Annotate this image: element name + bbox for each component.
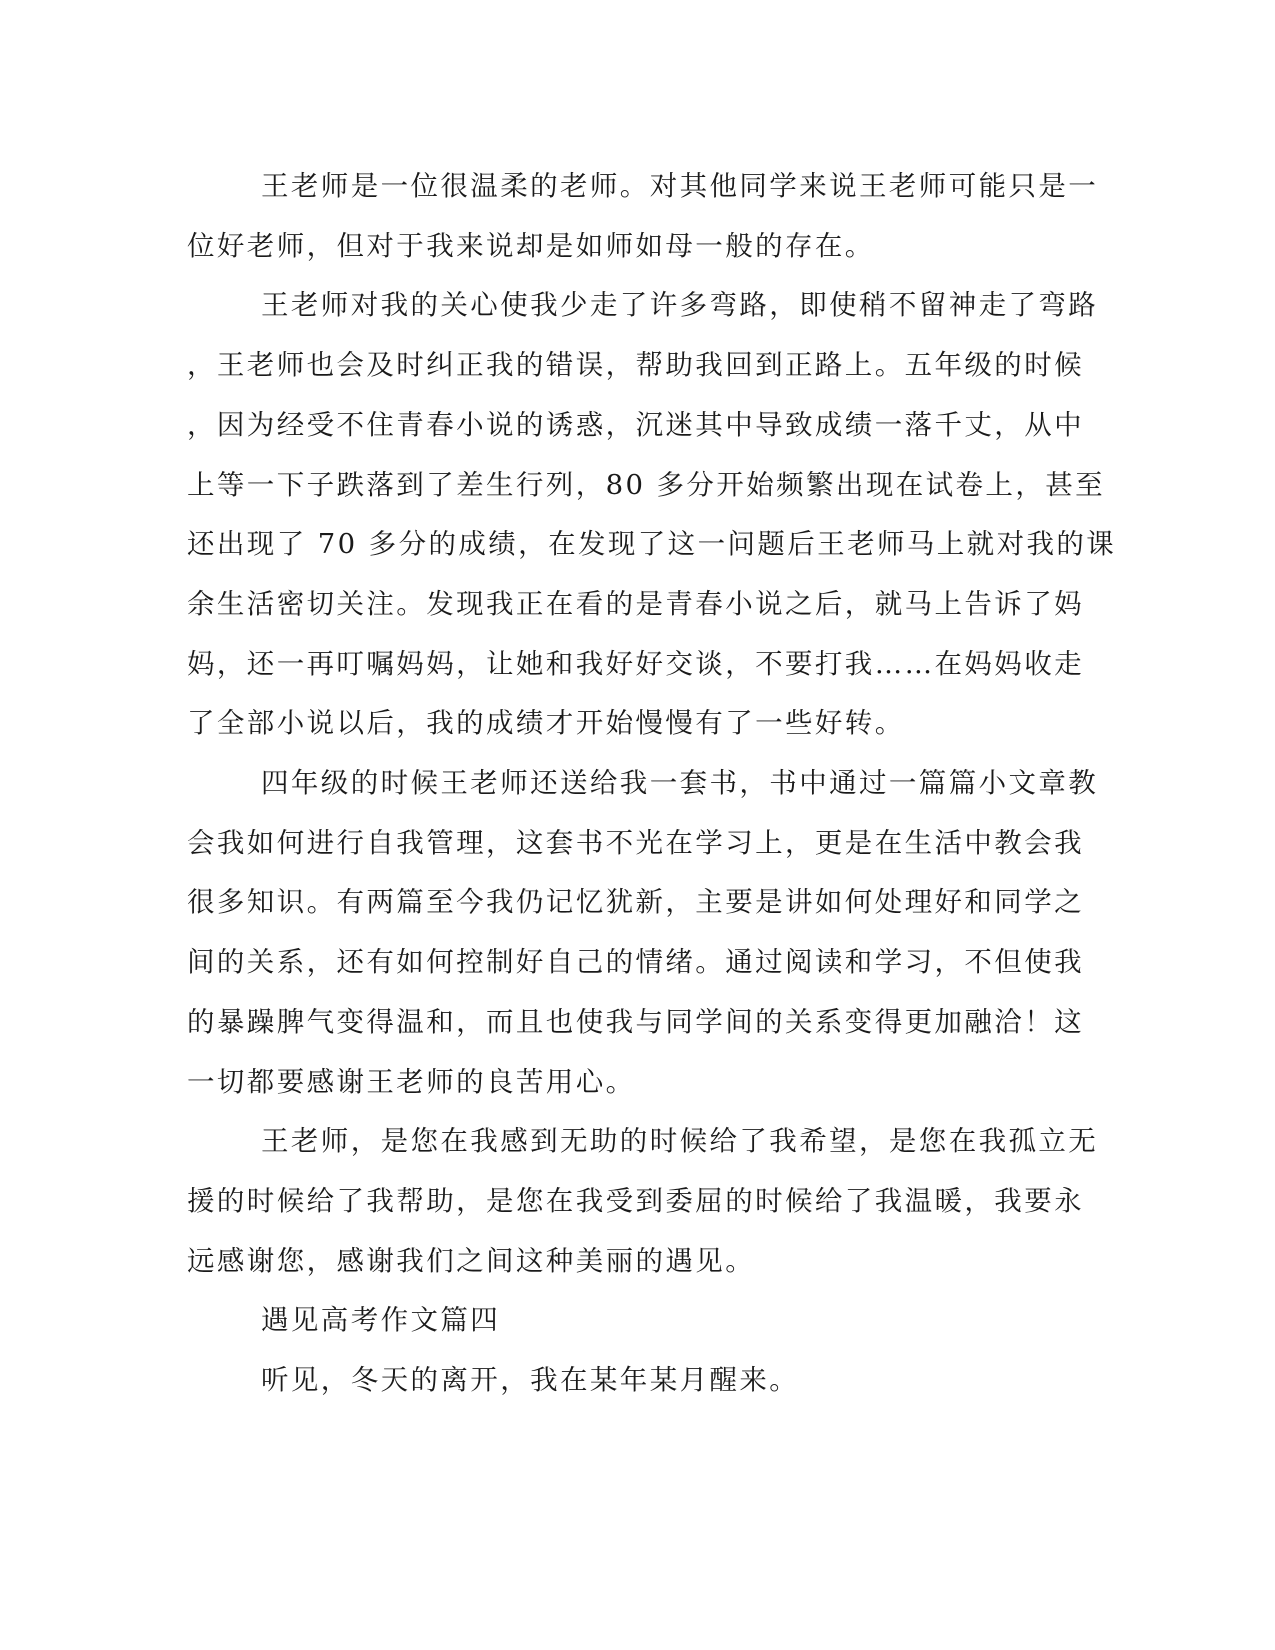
paragraph-line: 一切都要感谢王老师的良苦用心。 xyxy=(187,1065,636,1098)
final-paragraph: 听见，冬天的离开，我在某年某月醒来。 xyxy=(261,1364,800,1397)
section-heading: 遇见高考作文篇四 xyxy=(261,1304,501,1337)
paragraph-line: 妈，还一再叮嘱妈妈，让她和我好好交谈，不要打我……在妈妈收走 xyxy=(187,647,1084,680)
paragraph-line: 很多知识。有两篇至今我仍记忆犹新，主要是讲如何处理好和同学之 xyxy=(187,886,1084,919)
paragraph-1 xyxy=(187,157,1099,276)
paragraph-line: 王老师对我的关心使我少走了许多弯路，即使稍不留神走了弯路 xyxy=(261,289,1099,322)
paragraph-line: 远感谢您，感谢我们之间这种美丽的遇见。 xyxy=(187,1244,756,1277)
paragraph-line: 还出现了 70 多分的成绩，在发现了这一问题后王老师马上就对我的课 xyxy=(187,528,1117,561)
paragraph-4 xyxy=(187,1112,1099,1291)
paragraph-line: 的暴躁脾气变得温和，而且也使我与同学间的关系变得更加融洽！这 xyxy=(187,1005,1084,1038)
paragraph-3 xyxy=(187,754,1099,1112)
paragraph-line: ，王老师也会及时纠正我的错误，帮助我回到正路上。五年级的时候 xyxy=(187,349,1084,382)
paragraph-line: 位好老师，但对于我来说却是如师如母一般的存在。 xyxy=(187,229,875,262)
paragraph-line: 王老师，是您在我感到无助的时候给了我希望，是您在我孤立无 xyxy=(261,1125,1099,1158)
essay-body xyxy=(187,157,1117,1411)
paragraph-line: 王老师是一位很温柔的老师。对其他同学来说王老师可能只是一 xyxy=(261,170,1099,202)
paragraph-line: 四年级的时候王老师还送给我一套书，书中通过一篇篇小文章教 xyxy=(261,767,1099,800)
paragraph-line: ，因为经受不住青春小说的诱惑，沉迷其中导致成绩一落千丈，从中 xyxy=(187,408,1084,441)
paragraph-line: 余生活密切关注。发现我正在看的是青春小说之后，就马上告诉了妈 xyxy=(187,587,1084,620)
paragraph-2 xyxy=(187,276,1117,754)
paragraph-line: 间的关系，还有如何控制好自己的情绪。通过阅读和学习，不但使我 xyxy=(187,946,1084,979)
paragraph-line: 了全部小说以后，我的成绩才开始慢慢有了一些好转。 xyxy=(187,707,905,740)
paragraph-line: 会我如何进行自我管理，这套书不光在学习上，更是在生活中教会我 xyxy=(187,826,1084,859)
paragraph-line: 援的时候给了我帮助，是您在我受到委屈的时候给了我温暖，我要永 xyxy=(187,1184,1084,1217)
paragraph-line: 上等一下子跌落到了差生行列，80 多分开始频繁出现在试卷上，甚至 xyxy=(187,468,1106,501)
